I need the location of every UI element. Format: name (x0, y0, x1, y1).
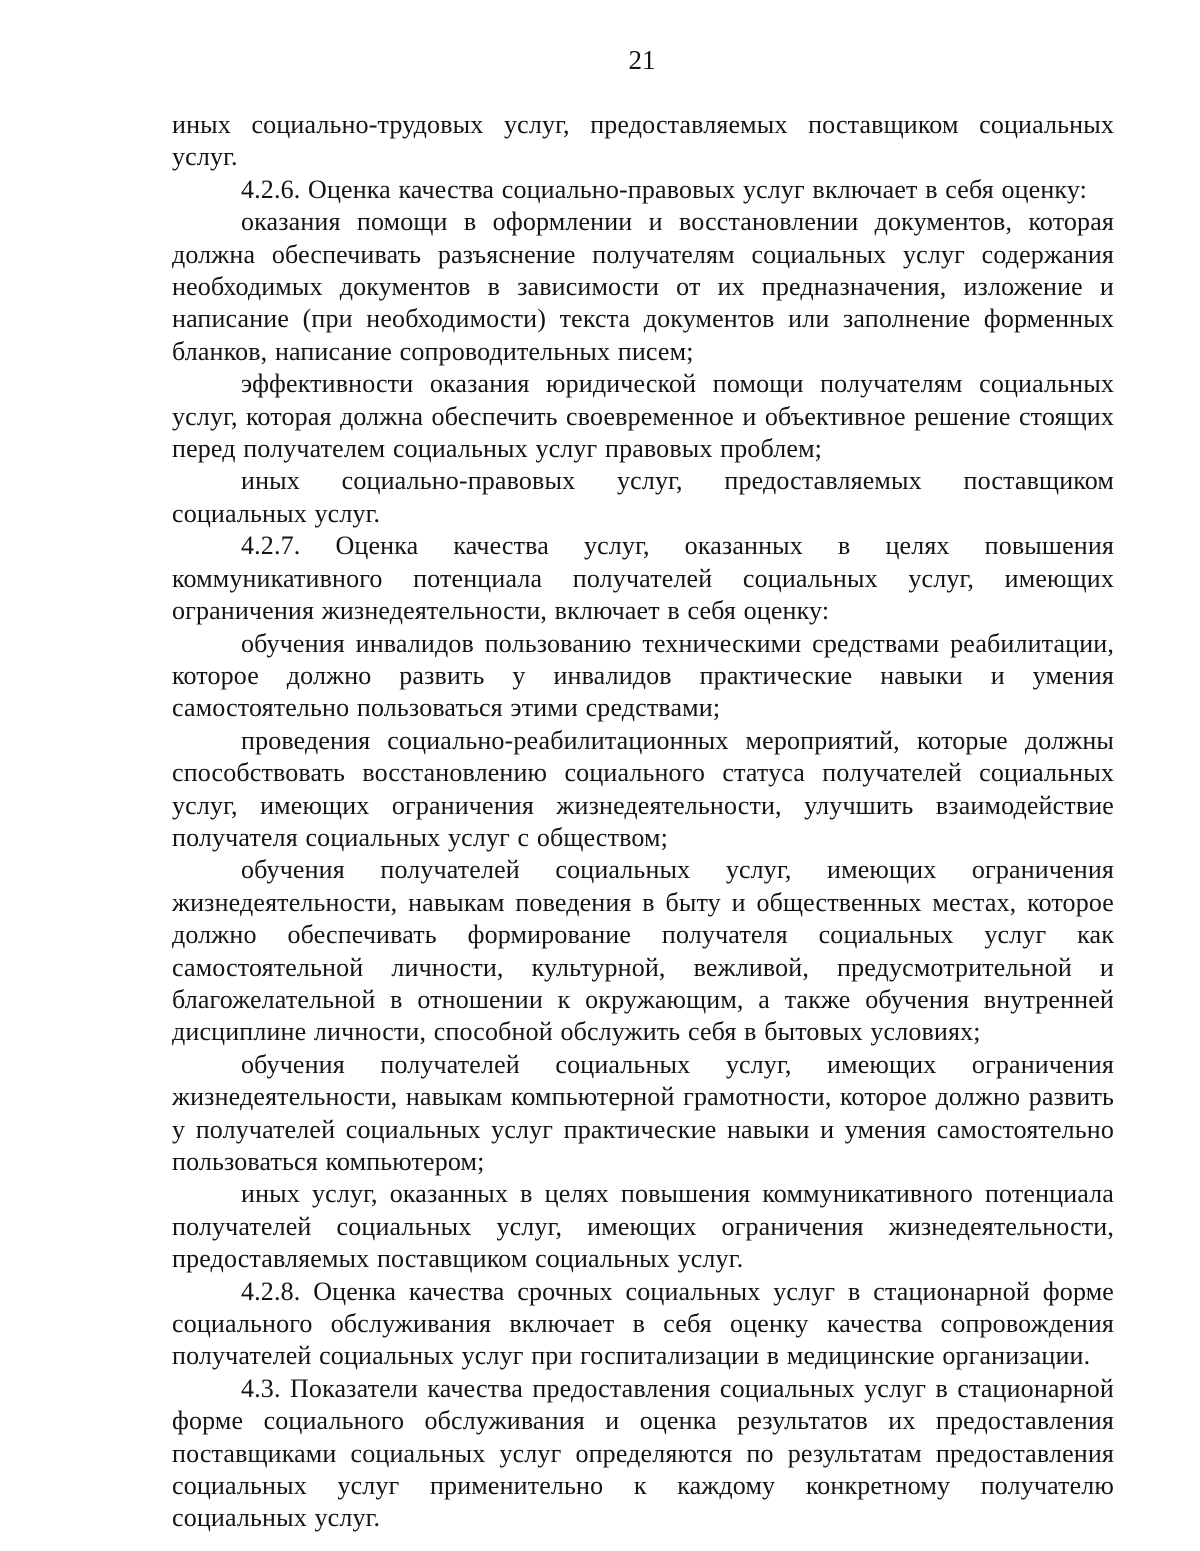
paragraph-document-assistance: оказания помощи в оформлении и восстановлении документов, которая должна обеспечивать разъяснение получателям социальных услуг содержания необходимых документов в зависимости от их предназначения, изложение и написание (при необходимости) текста документов или заполнение форменных бланков, написание сопроводительных писем; (172, 207, 1114, 366)
paragraph-legal-assistance: эффективности оказания юридической помощи получателям социальных услуг, которая должна обеспечить своевременное и объективное решение стоящих перед получателем социальных услуг правовых проблем; (172, 369, 1114, 464)
paragraph-4-2-6-heading: 4.2.6. Оценка качества социально-правовых услуг включает в себя оценку: (241, 174, 1088, 204)
paragraph-rehab-equipment-training: обучения инвалидов пользованию техническими средствами реабилитации, которое должно развить у инвалидов практические навыки и умения самостоятельно пользоваться этими средствами; (172, 628, 1114, 723)
paragraph-4-3: 4.3. Показатели качества предоставления социальных услуг в стационарной форме социального обслуживания и оценка результатов их предоставления поставщиками социальных услуг определяются по результатам предоставления социальных услуг применительно к каждому конкретному получателю социальных услуг. (172, 1373, 1114, 1533)
paragraph-4-2-8: 4.2.8. Оценка качества срочных социальных услуг в стационарной форме социального обслуживания включает в себя оценку качества сопровождения получателей социальных услуг при госпитализации в медицинские организации. (172, 1276, 1114, 1371)
paragraph-other-communicative-services: иных услуг, оказанных в целях повышения коммуникативного потенциала получателей социальных услуг, имеющих ограничения жизнедеятельности, предоставляемых поставщиком социальных услуг. (172, 1179, 1114, 1274)
paragraph-continuation: иных социально-трудовых услуг, предоставляемых поставщиком социальных услуг. (172, 110, 1114, 172)
paragraph-4-2-7-heading: 4.2.7. Оценка качества услуг, оказанных в целях повышения коммуникативного потенциала получателей социальных услуг, имеющих ограничения жизнедеятельности, включает в себя оценку: (172, 531, 1114, 626)
paragraph-other-legal-services: иных социально-правовых услуг, предоставляемых поставщиком социальных услуг. (172, 466, 1114, 528)
paragraph-computer-literacy-training: обучения получателей социальных услуг, имеющих ограничения жизнедеятельности, навыкам компьютерной грамотности, которое должно развить у получателей социальных услуг практические навыки и умения самостоятельно пользоваться компьютером; (172, 1049, 1114, 1176)
document-body (172, 109, 1114, 1535)
paragraph-rehab-activities: проведения социально-реабилитационных мероприятий, которые должны способствовать восстановлению социального статуса получателей социальных услуг, имеющих ограничения жизнедеятельности, улучшить взаимодействие получателя социальных услуг с обществом; (172, 725, 1114, 852)
page-number: 21 (628, 45, 656, 75)
paragraph-everyday-behavior-training: обучения получателей социальных услуг, имеющих ограничения жизнедеятельности, навыкам поведения в быту и общественных местах, которое должно обеспечивать формирование получателя социальных услуг как самостоятельной личности, культурной, вежливой, предусмотрительной и благожелательной в отношении к окружающим, а также обучения внутренней дисциплине личности, способной обслужить себя в бытовых условиях; (172, 855, 1114, 1047)
